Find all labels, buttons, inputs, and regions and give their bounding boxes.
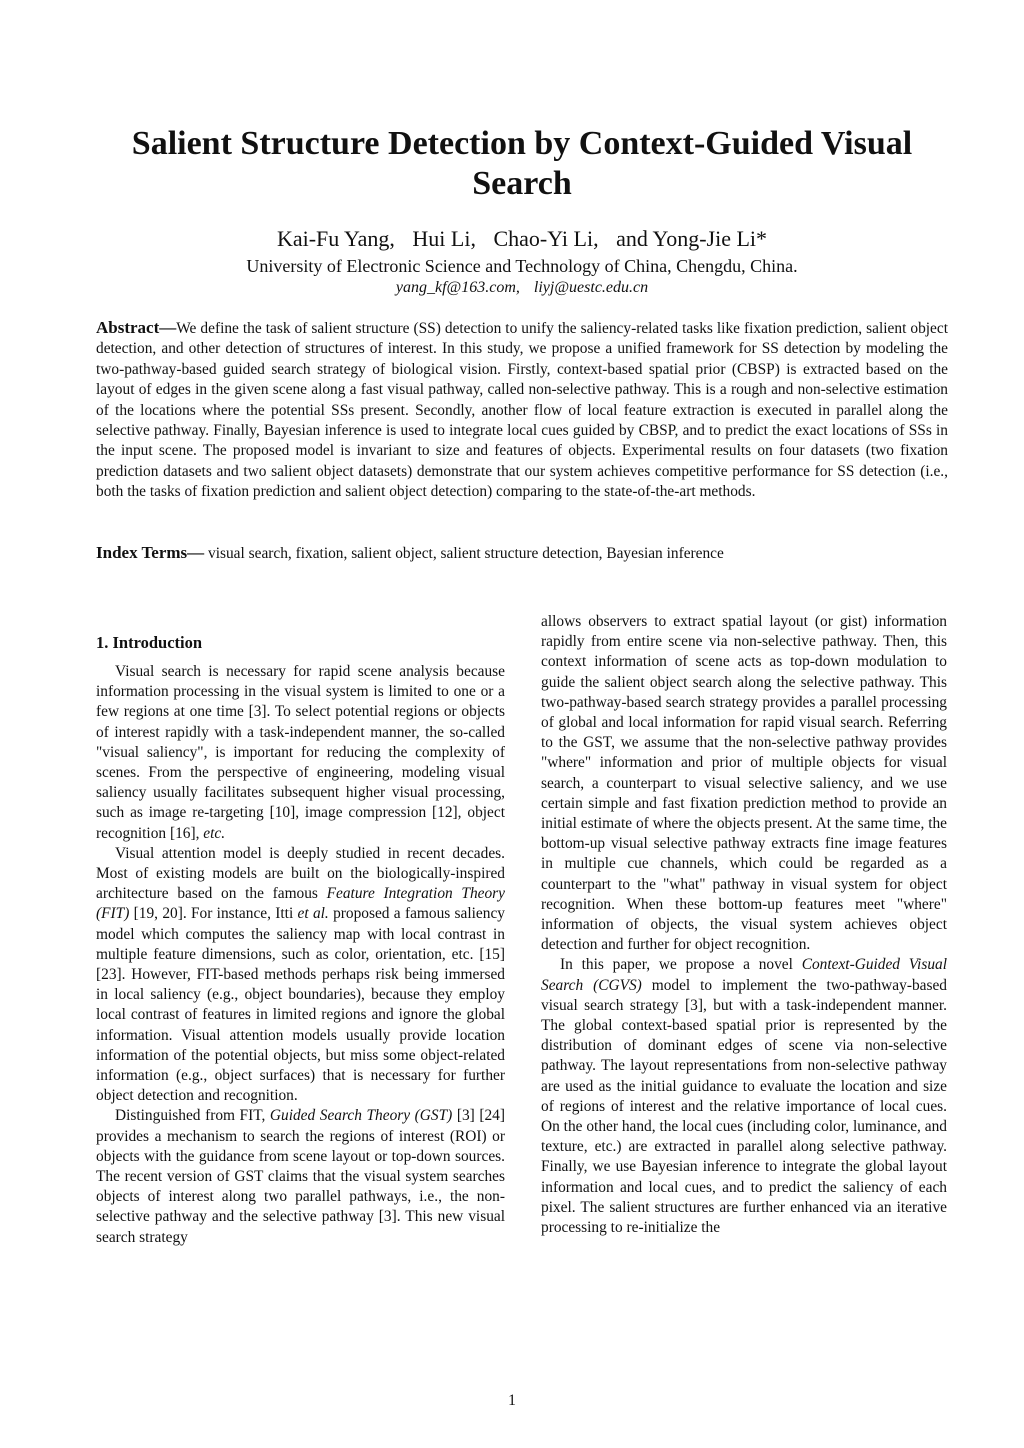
intro-paragraph-2: Visual attention model is deeply studied in recent decades. Most of existing models are built on the biologically-inspired architecture based on the famous Feature Integration Theory (FIT) [19, 20]. For instance, Itti et al. proposed a famous saliency model which computes the saliency map with local contrast in multiple feature dimensions, such as color, orientation, etc. [15] [23]. However, FIT-based methods perhaps risk being immersed in local saliency (e.g., object boundaries), because they employ local contrast of features in limited regions and ignore the global information. Visual attention models usually provide location information of the potential objects, but miss some object-related information (e.g., object surfaces) that is necessary for further object detection and recognition. [96,844,506,1105]
email-1: yang_kf@163.com, [395,279,520,296]
index-terms-text: visual search, fixation, salient object, salient structure detection, Bayesian inference [204,545,724,562]
author-2: Hui Li, [412,226,476,251]
paper-title: Salient Structure Detection by Context-Guided Visual Search [131,125,913,202]
author-emails [96,278,948,298]
index-terms-label: Index Terms— [96,543,205,562]
intro-paragraph-1: Visual search is necessary for rapid scene analysis because information processing in the visual system is limited to one or a few regions at one time [3]. To select potential regions or objects of interest rapidly with a task-independent manner, the so-called "visual saliency", is important for reducing the complexity of scenes. From the perspective of engineering, modeling visual saliency usually facilitates subsequent higher visual processing, such as image re-targeting [10], image compression [12], object recognition [16], etc. [96,663,505,842]
author-3: Chao-Yi Li, [493,226,599,251]
intro-paragraph-3: Distinguished from FIT, Guided Search Theory (GST) [3] [24] provides a mechanism to search the regions of interest (ROI) or objects with the guidance from scene layout or top-down sources. The recent version of GST claims that the visual system searches objects of interest along two parallel pathways, i.e., the non-selective pathway and the selective pathway [3]. This new visual search strategy [96,1107,505,1246]
section-heading-introduction: 1. Introduction [96,633,203,652]
abstract-label: Abstract— [96,318,177,337]
abstract [96,318,948,503]
right-column [541,612,947,1238]
left-column [96,612,505,1248]
affiliation: University of Electronic Science and Technology of China, Chengdu, China. [246,256,798,276]
email-2: liyj@uestc.edu.cn [533,279,649,296]
author-1: Kai-Fu Yang, [276,226,395,251]
author-list [96,226,948,252]
intro-paragraph-3-continued: allows observers to extract spatial layout (or gist) information rapidly from entire scene via non-selective pathway. Then, this context information of scene acts as top-down modulation to guide the salient object search along the selective pathway. This two-pathway-based search strategy provides a parallel processing of global and local information for rapid visual search. Referring to the GST, we assume that the non-selective pathway provides "where" information and prior of multiple objects for visual search, a counterpart to visual selective saliency, and we use certain simple and fast fixation prediction method to provide an initial estimate of where the objects present. At the same time, the bottom-up visual selective pathway extracts fine image features in multiple cue channels, which could be regarded as a counterpart to the "what" pathway in visual system for object recognition. When these bottom-up features meet "where" information of objects, the visual system achieves object detection and further for object recognition. [541,613,947,954]
index-terms [96,543,948,564]
page-number: 1 [508,1392,516,1409]
intro-paragraph-4: In this paper, we propose a novel Context-Guided Visual Search (CGVS) model to implement the two-pathway-based visual search strategy [3], but with a task-independent manner. The global context-based spatial prior is represented by the distribution of dominant edges of scene via non-selective pathway. The layout representations from non-selective pathway are used as the initial guidance to evaluate the location and size of regions of interest and the relative importance of local cues. On the other hand, the local cues (including color, luminance, and texture, etc.) are extracted in parallel along selective pathway. Finally, we use Bayesian inference to integrate the global layout information and local cues, and to predict the saliency of each pixel. The salient structures are further enhanced via an iterative processing to re-initialize the [541,956,947,1237]
abstract-text: We define the task of salient structure (SS) detection to unify the saliency-related tasks like fixation prediction, salient object detection, and other detection of structures of interest. In this study, we propose a unified framework for SS detection by modeling the two-pathway-based guided search strategy of biological vision. Firstly, context-based spatial prior (CBSP) is extracted based on the layout of edges in the given scene along a fast visual pathway, called non-selective pathway. This is a rough and non-selective estimation of the locations where the potential SSs present. Secondly, another flow of local feature extraction is executed in parallel along the selective pathway. Finally, Bayesian inference is used to integrate local cues guided by CBSP, and to predict the exact locations of SSs in the input scene. The proposed model is invariant to size and features of objects. Experimental results on four datasets (two fixation prediction datasets and two salient object datasets) demonstrate that our system achieves competitive performance for SS detection (i.e., both the tasks of fixation prediction and salient object detection) comparing to the state-of-the-art methods. [96,320,948,501]
author-4: and Yong-Jie Li* [616,226,768,251]
